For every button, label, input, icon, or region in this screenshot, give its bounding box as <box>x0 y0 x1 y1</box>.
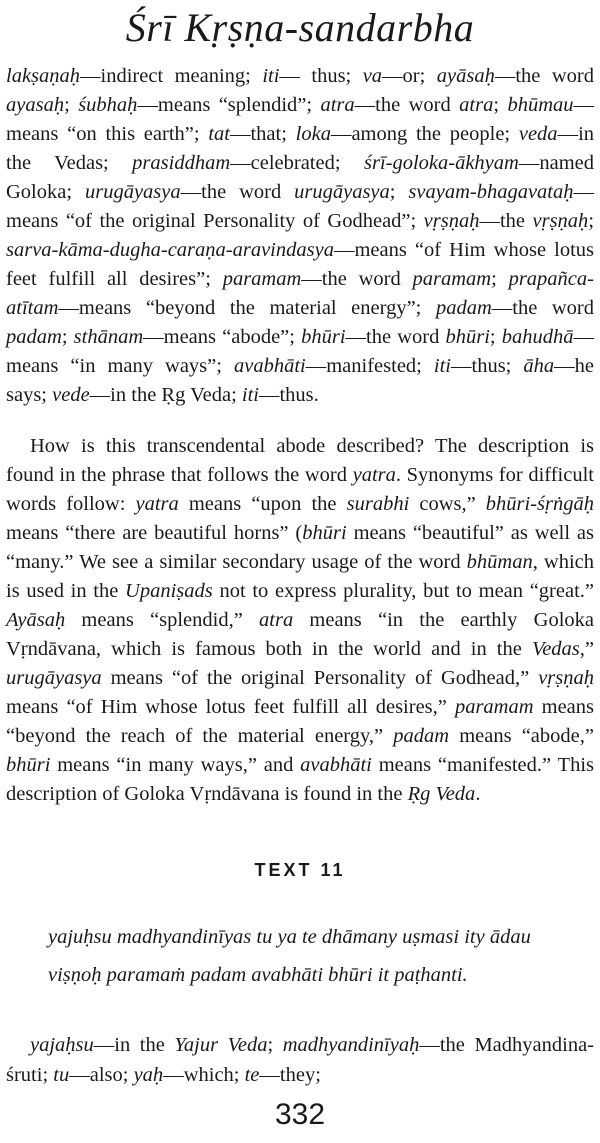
text-run: —among the people; <box>330 123 519 145</box>
text-run: —the word <box>345 326 446 348</box>
text-run: ,” <box>579 638 594 660</box>
italic-term: bhūman <box>466 551 533 573</box>
italic-term: atra <box>259 609 294 631</box>
synonyms-paragraph <box>6 62 594 410</box>
page-number: 332 <box>274 1098 326 1131</box>
text-run: —indirect meaning; <box>80 65 263 87</box>
purport-text <box>6 432 594 809</box>
text-run: means “abode,” <box>449 725 594 747</box>
italic-term: paramam <box>222 268 302 290</box>
text-run: —also; <box>69 1064 134 1086</box>
text-run: means “beautiful” as well as “many.” We see a similar secondary usage of the word <box>6 522 594 573</box>
text-run: —which; <box>163 1064 245 1086</box>
italic-term: prasiddham <box>132 152 231 174</box>
italic-term: tat <box>208 123 230 145</box>
text-run: cows,” <box>409 493 486 515</box>
text-run: , which is used in the <box>6 551 594 602</box>
italic-term: veda <box>518 123 558 145</box>
text-run: — thus; <box>279 65 363 87</box>
text-run: ; <box>64 94 79 116</box>
italic-term: yatra <box>352 464 396 486</box>
text-run: —means “of Him whose lotus feet fulfill all desires”; <box>6 239 594 290</box>
text-run: —the Madhyandina-śruti; <box>6 1034 594 1086</box>
text-run: means “splendid,” <box>65 609 260 631</box>
italic-term: ayāsaḥ <box>436 65 495 87</box>
synonyms-text <box>6 62 594 410</box>
text-run: —that; <box>229 123 296 145</box>
italic-term: surabhi <box>346 493 410 515</box>
synonyms-text11 <box>6 1030 594 1090</box>
italic-term: lakṣaṇaḥ <box>6 65 81 87</box>
text-run: —in the Vedas; <box>6 123 595 174</box>
text-run: means “in many ways,” and <box>50 754 301 776</box>
italic-term: madhyandinīyaḥ <box>282 1034 420 1056</box>
italic-term: sthānam <box>73 326 144 348</box>
text-run: —the <box>479 210 533 232</box>
text-run: —the word <box>301 268 413 290</box>
italic-term: Vedas <box>531 638 580 660</box>
text-run: —named Goloka; <box>6 152 594 203</box>
italic-term: va <box>362 65 383 87</box>
italic-term: Upaniṣads <box>125 580 213 602</box>
text-run: means “there are beautiful horns” ( <box>6 522 303 544</box>
italic-term: atra <box>320 94 355 116</box>
text-run: not to express plurality, but to mean “great.” <box>212 580 595 602</box>
text-run: —thus. <box>258 384 319 406</box>
italic-term: prapañca-atītam <box>6 268 594 319</box>
text-heading: TEXT 11 <box>254 860 346 880</box>
text-run: ; <box>267 1034 283 1056</box>
text-run: —means “abode”; <box>143 326 302 348</box>
text-run: ; <box>491 268 509 290</box>
italic-term: padam <box>393 725 450 747</box>
italic-term: padam <box>6 326 62 348</box>
italic-term: loka <box>295 123 331 145</box>
italic-term: urugāyasya <box>6 667 102 689</box>
verse-line: viṣṇoḥ paramaṁ padam avabhāti bhūri it paṭhanti. <box>48 964 468 986</box>
italic-term: te <box>244 1064 260 1086</box>
italic-term: paramam <box>412 268 492 290</box>
text-run: means “manifested.” This description of Goloka Vṛndāvana is found in the <box>6 754 594 805</box>
italic-term: yatra <box>135 493 179 515</box>
italic-term: iti <box>433 355 451 377</box>
italic-term: paramam <box>454 696 534 718</box>
italic-term: iti <box>262 65 280 87</box>
italic-term: atra <box>459 94 494 116</box>
text-run: ; <box>588 210 595 232</box>
text-run: —the word <box>491 297 594 319</box>
italic-term: yajaḥsu <box>30 1034 94 1056</box>
text-run: means “of the original Personality of Godhead,” <box>101 667 539 689</box>
italic-term: avabhāti <box>300 754 372 776</box>
italic-term: vṛṣṇaḥ <box>538 667 594 689</box>
text-run: means “upon the <box>178 493 347 515</box>
text-run: . Synonyms for difficult words follow: <box>6 464 594 515</box>
text-run: ; <box>489 326 502 348</box>
verse <box>48 918 588 994</box>
italic-term: bhūri <box>301 326 346 348</box>
text-run: —he says; <box>6 355 595 406</box>
text-run: —celebrated; <box>230 152 364 174</box>
text-run: ; <box>389 181 409 203</box>
italic-term: bhūri <box>6 754 51 776</box>
purport-paragraph <box>6 432 594 809</box>
italic-term: yaḥ <box>133 1064 164 1086</box>
italic-term: Ṛg Veda <box>407 783 476 805</box>
italic-term: sarva-kāma-dugha-caraṇa-aravindasya <box>6 239 334 261</box>
text-run: —means “splendid”; <box>137 94 321 116</box>
italic-term: iti <box>241 384 259 406</box>
italic-term: śrī-goloka-ākhyam <box>363 152 519 174</box>
text-run: —in the Ṛg Veda; <box>89 384 242 406</box>
text-run: —the word <box>180 181 295 203</box>
italic-term: urugāyasya <box>294 181 390 203</box>
text-run: means “in the earthly Goloka Vṛndāvana, which is famous both in the world and in the <box>6 609 594 660</box>
text-run: —or; <box>382 65 437 87</box>
synonyms-text11-body <box>6 1030 594 1090</box>
text-run: —means “of the original Personality of Godhead”; <box>6 181 594 232</box>
italic-term: padam <box>435 297 492 319</box>
text-run: ; <box>61 326 74 348</box>
text-run: —means “beyond the material energy”; <box>58 297 436 319</box>
text-run: How is this transcendental abode described? The description is found in the phrase that follows the word <box>6 435 594 486</box>
italic-term: bhūri <box>445 326 490 348</box>
italic-term: bhūmau <box>507 94 574 116</box>
italic-term: śubhaḥ <box>78 94 138 116</box>
italic-term: tu <box>53 1064 70 1086</box>
italic-term: bahudhā <box>501 326 574 348</box>
text-run: —the word <box>354 94 460 116</box>
italic-term: bhūri-śṛṅgāḥ <box>485 493 595 515</box>
verse-line: yajuḥsu madhyandinīyas tu ya te dhāmany uṣmasi ity ādau <box>48 926 531 948</box>
text-run: —thus; <box>451 355 524 377</box>
italic-term: avabhāti <box>233 355 306 377</box>
text-run: —means “in many ways”; <box>6 326 594 377</box>
text-run: —manifested; <box>305 355 434 377</box>
italic-term: Yajur Veda <box>174 1034 268 1056</box>
italic-term: svayam-bhagavataḥ <box>408 181 574 203</box>
italic-term: ayasaḥ <box>6 94 65 116</box>
text-run: means “of Him whose lotus feet fulfill all desires,” <box>6 696 455 718</box>
running-head: Śrī Kṛṣṇa-sandarbha <box>125 5 475 50</box>
italic-term: Ayāsaḥ <box>6 609 66 631</box>
text-run: —means “on this earth”; <box>6 94 594 145</box>
italic-term: vṛṣṇaḥ <box>532 210 589 232</box>
text-run: ; <box>493 94 508 116</box>
text-run: —they; <box>259 1064 321 1086</box>
italic-term: vṛṣṇaḥ <box>423 210 480 232</box>
text-run: —in the <box>93 1034 175 1056</box>
italic-term: urugāyasya <box>84 181 181 203</box>
text-run: . <box>475 783 481 805</box>
italic-term: āha <box>523 355 555 377</box>
italic-term: bhūri <box>302 522 347 544</box>
text-run: —the word <box>494 65 594 87</box>
text-run: means “beyond the reach of the material energy,” <box>6 696 594 747</box>
italic-term: vede <box>52 384 90 406</box>
